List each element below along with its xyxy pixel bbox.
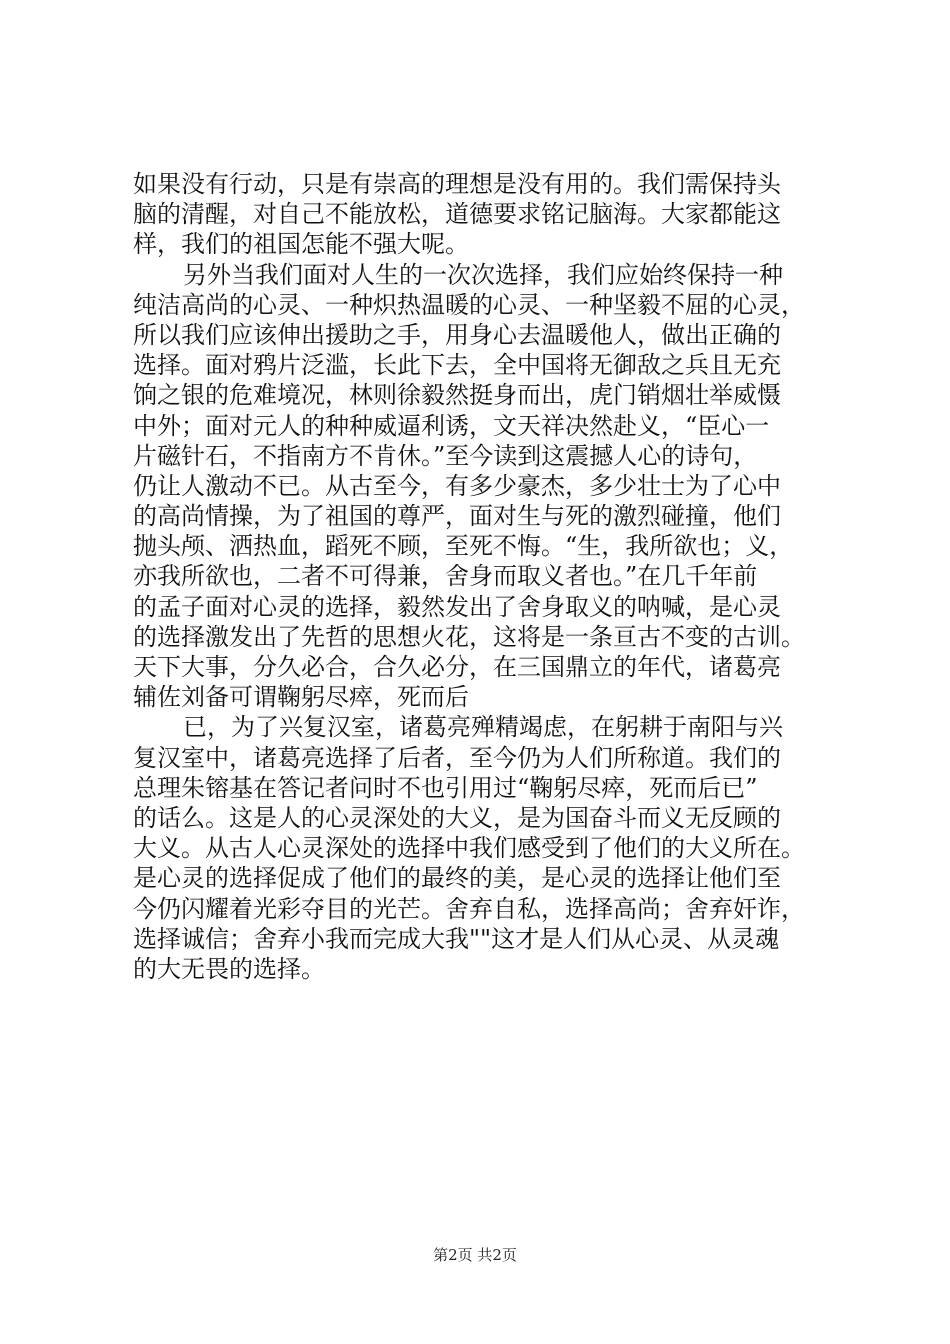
text-line: 的话么。这是人的心灵深处的大义，是为国奋斗而义无反顾的 (133, 803, 781, 832)
paragraph-start-line: 已，为了兴复汉室，诸葛亮殚精竭虑，在躬耕于南阳与兴 (183, 713, 783, 742)
text-line: 仍让人激动不已。从古至今，有多少豪杰，多少壮士为了心中 (133, 471, 781, 500)
text-line: 纯洁高尚的心灵、一种炽热温暖的心灵、一种坚毅不屈的心灵， (133, 290, 805, 319)
page-footer (0, 1244, 950, 1266)
text-line: 总理朱镕基在答记者问时不也引用过“鞠躬尽瘁，死而后已” (133, 773, 758, 802)
text-line: 中外；面对元人的种种威逼利诱，文天祥决然赴义，“臣心一 (133, 411, 770, 440)
text-line: 是心灵的选择促成了他们的最终的美，是心灵的选择让他们至 (133, 864, 781, 893)
text-line: 脑的清醒，对自己不能放松，道德要求铭记脑海。大家都能这 (133, 200, 781, 229)
text-line: 辅佐刘备可谓鞠躬尽瘁，死而后 (133, 683, 469, 712)
text-line: 片磁针石，不指南方不肯休。”至今读到这震撼人心的诗句， (133, 441, 758, 470)
text-line: 的选择激发出了先哲的思想火花，这将是一条亘古不变的古训。 (133, 622, 805, 651)
text-line: 选择诚信；舍弃小我而完成大我""这才是人们从心灵、从灵魂 (133, 924, 780, 953)
text-line: 的高尚情操，为了祖国的尊严，面对生与死的激烈碰撞，他们 (133, 502, 781, 531)
text-line: 的大无畏的选择。 (133, 954, 325, 983)
page-number: 第2页 共2页 (433, 1246, 517, 1264)
text-line: 今仍闪耀着光彩夺目的光芒。舍弃自私，选择高尚；舍弃奸诈， (133, 894, 805, 923)
text-line: 抛头颅、洒热血，蹈死不顾，至死不悔。“生，我所欲也；义， (133, 532, 794, 561)
text-line: 天下大事，分久必合，合久必分，在三国鼎立的年代，诸葛亮 (133, 653, 781, 681)
text-line: 的孟子面对心灵的选择，毅然发出了舍身取义的呐喊，是心灵 (133, 592, 781, 621)
text-line: 饷之银的危难境况，林则徐毅然挺身而出，虎门销烟壮举威慑 (133, 381, 781, 410)
text-line: 样，我们的祖国怎能不强大呢。 (133, 230, 469, 259)
text-line: 如果没有行动，只是有崇高的理想是没有用的。我们需保持头 (133, 170, 781, 198)
text-line: 亦我所欲也，二者不可得兼，舍身而取义者也。”在几千年前 (133, 562, 758, 591)
text-line: 大义。从古人心灵深处的选择中我们感受到了他们的大义所在。 (133, 834, 805, 863)
body-text (133, 169, 833, 984)
text-line: 所以我们应该伸出援助之手，用身心去温暖他人，做出正确的 (133, 320, 781, 349)
text-line: 选择。面对鸦片泛滥，长此下去，全中国将无御敌之兵且无充 (133, 351, 781, 380)
paragraph-start-line: 另外当我们面对人生的一次次选择，我们应始终保持一种 (183, 260, 783, 289)
text-line: 复汉室中，诸葛亮选择了后者，至今仍为人们所称道。我们的 (133, 743, 781, 772)
